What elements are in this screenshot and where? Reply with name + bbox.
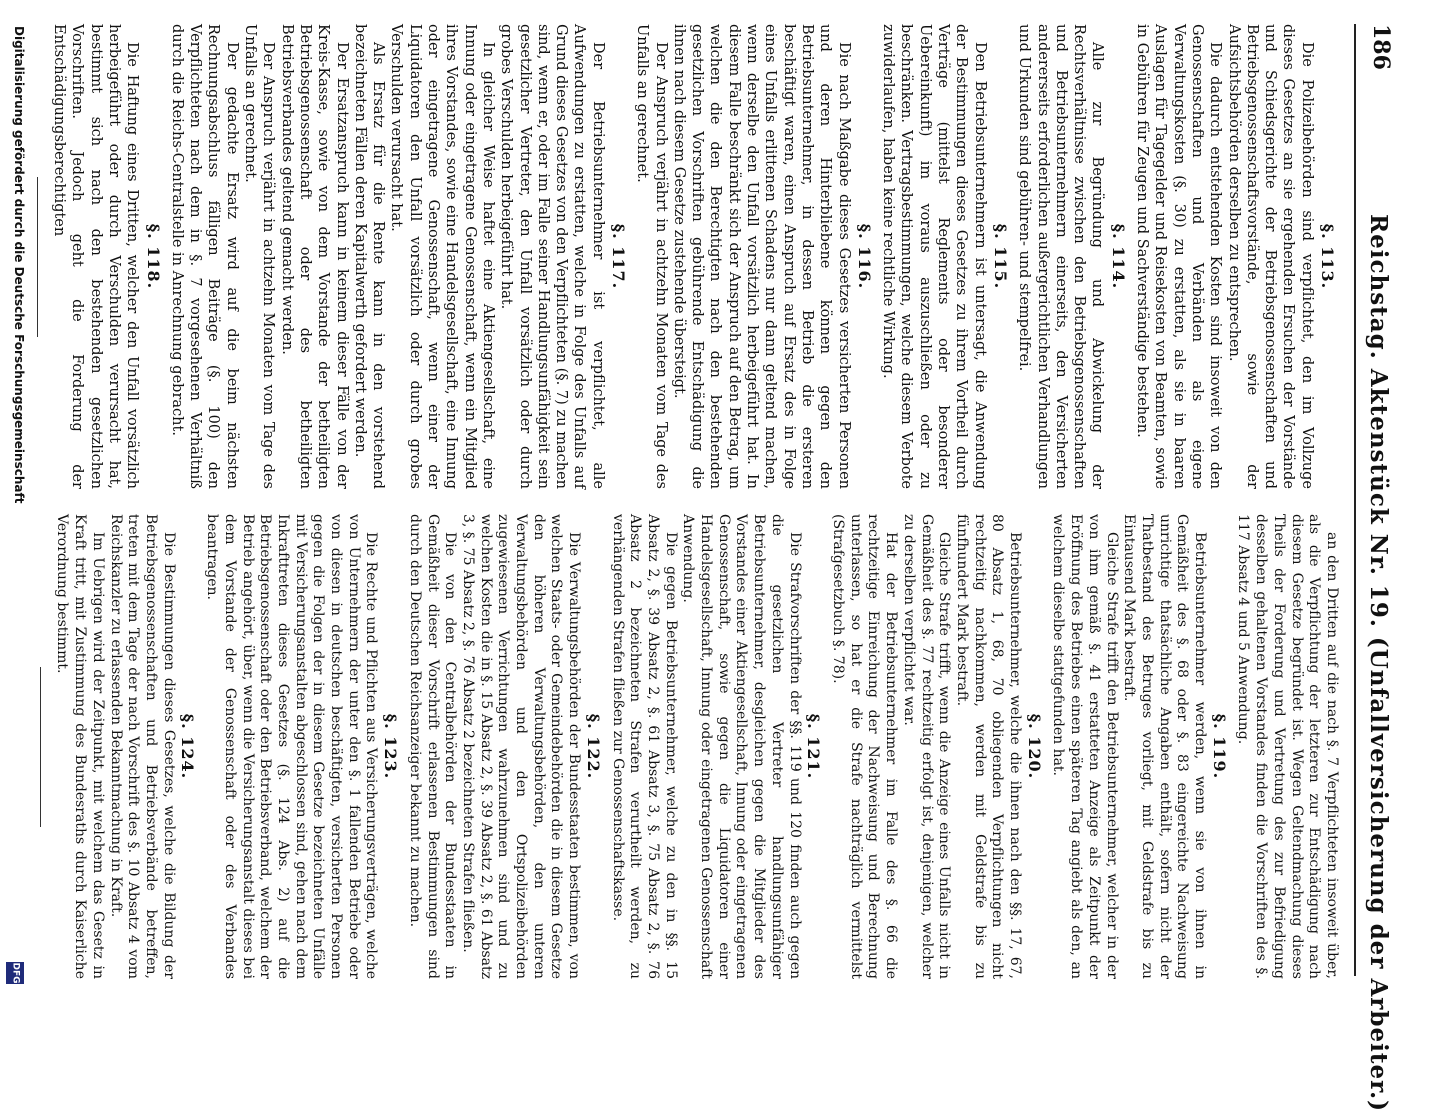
right-column (40, 514, 1340, 979)
section-heading: §. 123. (381, 713, 401, 780)
paragraph: Betriebsunternehmer, welche die ihnen nach den §§. 17, 67, 80 Absatz 1, 68, 70 obliegenden Verpflichtungen nicht rechtzeitig nachkommen, werden mit Geldstrafe bis zu fünfhundert Mark bestraft. (953, 514, 1024, 979)
section (879, 24, 1009, 489)
section (202, 514, 399, 979)
running-header (1354, 24, 1396, 1112)
paragraph: Der Betriebsunternehmer ist verpflichtet, alle Aufwendungen zu erstatten, welche in Folge des Unfalls auf Grund dieses Gesetzes von den Verpflichteten (§. 7) zu machen sind, wenn er, oder im Falle seiner Handlungsunfähigkeit sein gesetzlicher Vertreter, den Unfall vorsätzlich oder durch grobes Verschulden herbeigeführt hat. (498, 24, 606, 489)
paragraph: Gleiche Strafe trifft den Betriebsunternehmer, welcher in der von ihm gemäß §. 41 erstatteten Anzeige als Zeitpunkt der Eröffnung des Betriebes einen späteren Tag angiebt als den, an welchem dieselbe stattgefunden hat. (1050, 514, 1120, 979)
section-heading: §. 114. (1108, 223, 1128, 290)
section-heading: §. 121. (804, 713, 824, 780)
paragraph: Hat der Betriebsunternehmer im Falle des §. 66 die rechtzeitige Einreichung der Nachweisung und Berechnung unterlassen, so hat er die Strafe nachträglich vermittelst (Strafgesetzbuch §. 78). (830, 514, 900, 979)
left-column (37, 24, 1340, 489)
paragraph: Die Strafvorschriften der §§. 119 und 120 finden auch gegen die gesetzlichen Vertreter handlungsunfähiger Betriebsunternehmer, desgleichen gegen die Mitglieder des Vorstandes einer Aktiengesellschaft, Innung oder eingetragenen Genossenschaft, sowie gegen die Liquidatoren einer Handelsgesellschaft, Innung oder eingetragenen Genossenschaft Anwendung. (680, 514, 803, 979)
paragraph: Der gedachte Ersatz wird auf die beim nächsten Rechnungsabschluss fälligen Beiträge (§. 100) den Verpflichteten nach dem in §. 7 vorgesehenen Verhältniß durch die Reichs-Centralstelle in Anrechnung gebracht. (168, 24, 240, 489)
paragraph: Betriebsunternehmer werden, wenn sie von ihnen in Gemäßheit des §. 68 oder §. 83 eingereichte Nachweisung unrichtige thatsächliche Angaben enthält, sofern nicht der Thatbestand des Betruges vorliegt, mit Geldstrafe bis zu Eintausend Mark bestraft. (1121, 514, 1209, 979)
section-heading: §. 113. (1318, 223, 1337, 290)
paragraph: Gleiche Strafe trifft, wenn die Anzeige eines Unfalls nicht in Gemäßheit des §. 77 rechtzeitig erfolgt ist, denjenigen, welcher zu derselben verpflichtet war. (900, 514, 953, 979)
section (828, 514, 1042, 979)
paragraph: Der Anspruch verjährt in achtzehn Monaten vom Tage des Unfalls an gerechnet. (634, 24, 669, 489)
section-heading: §. 120. (1024, 713, 1044, 780)
section-heading: §. 124. (178, 713, 198, 780)
section-heading: §. 119. (1209, 713, 1229, 780)
paragraph: Als Ersatz für die Rente kann in den vorstehend bezeichneten Fällen deren Kapitalwerth gefordert werden. (351, 24, 387, 489)
column-end-rule (40, 667, 41, 827)
page-number: 186 (1368, 24, 1394, 70)
paragraph: Die Haftung eines Dritten, welcher den Unfall vorsätzlich herbeigeführt oder durch Verschulden verursacht hat, bestimmt sich nach den bestehenden gesetzlichen Vorschriften. Jedoch geht die Forderung der Entschädigungsberechtigten (51, 24, 141, 489)
paragraph: Die von den Centralbehörden der Bundesstaaten in Gemäßheit dieser Vorschrift erlassenen Bestimmungen sind durch den Deutschen Reichsanzeiger bekannt zu machen. (406, 514, 459, 979)
paragraph: Der Anspruch verjährt in achtzehn Monaten vom Tage des Unfalls an gerechnet. (242, 24, 277, 489)
section (1049, 514, 1228, 979)
paragraph: Alle zur Begründung und Abwickelung der Rechtsverhältnisse zwischen den Betriebsgenossenschaften und Betriebsunternehmern einerseits, den Versicherten andererseits erforderlichen außergerichtlichen Verhandlungen und Urkunden sind gebühren- und stempelfrei. (1016, 24, 1106, 489)
section (1234, 514, 1340, 979)
section-heading: §. 122. (583, 713, 603, 780)
dfg-logo (6, 962, 24, 984)
paragraph: Der Ersatzanspruch kann in keinem dieser Fälle von der Kreis-Kasse, sowie von dem Vorstande der betheiligten Betriebsgenossenschaft oder des betheiligten Betriebsverbandes geltend gemacht werden. (278, 24, 350, 489)
section (608, 514, 822, 979)
section (50, 24, 162, 489)
paragraph: Die Verwaltungsbehörden der Bundesstaaten bestimmen, von welchen Staats- oder Gemeindebehörden die in diesem Gesetze den höheren Verwaltungsbehörden, den unteren Verwaltungsbehörden und den Ortspolizeibehörden zugewiesenen Verrichtungen wahrzunehmen sind und zu welchen Kosten die in §. 15 Absatz 2, §. 39 Absatz 2, §. 61 Absatz 3, §. 75 Absatz 2, §. 76 Absatz 2 bezeichneten Strafen fließen. (459, 514, 583, 979)
section (1015, 24, 1127, 489)
section (405, 514, 602, 979)
paragraph: Die gegen Betriebsunternehmer, welche zu den in §§. 15 Absatz 2, §. 39 Absatz 2, §. 61 Absatz 3, §. 75 Absatz 2, §. 76 Absatz 2 bezeichneten Strafen verurtheilt werden, zu verhängenden Strafen fließen zur Genossenschaftskasse. (609, 514, 679, 979)
section (1133, 24, 1336, 489)
paragraph: Die Bestimmungen dieses Gesetzes, welche die Bildung der Betriebsgenossenschaften und Betriebsverbände betreffen, treten mit dem Tage der nach Vorschrift des §. 10 Absatz 4 vom Reichskanzler zu erlassenden Bekanntmachung in Kraft. (107, 514, 177, 979)
paragraph: Die nach Maßgabe dieses Gesetzes versicherten Personen und deren Hinterbliebene können gegen den Betriebsunternehmer, in dessen Betrieb die ersteren beschäftigt waren, einen Anspruch auf Ersatz des in Folge eines Unfalls erlittenen Schadens nur dann geltend machen, wenn derselbe den Unfall vorsätzlich herbeigeführt hat. In diesem Falle beschränkt sich der Anspruch auf den Betrag, um welchen die den Berechtigten nach den bestehenden gesetzlichen Vorschriften gebührende Entschädigung die ihnen nach diesem Gesetze zustehende übersteigt. (670, 24, 852, 489)
section-heading: §. 117. (609, 223, 629, 290)
journal-title: Reichstag. Aktenstück Nr. 19. (Unfallversicherung der Arbeiter.) (1365, 214, 1392, 1112)
column-end-rule (37, 177, 38, 337)
paragraph: Die dadurch entstehenden Kosten sind insoweit von den Genossenschaften und Verbänden als eigene Verwaltungskosten (§. 30) zu erstatten, als sie in baaren Auslagen für Tagegelder und Reisekosten von Beamten, sowie in Gebühren für Zeugen und Sachverständige bestehen. (1134, 24, 1224, 489)
paragraph: Den Betriebsunternehmern ist untersagt, die Anwendung der Bestimmungen dieses Gesetzes zu ihrem Vortheil durch Verträge (mittelst Reglements oder besonderer Uebereinkunft) im voraus auszuschließen oder zu beschränken. Vertragsbestimmungen, welche diesem Verbote zuwiderlaufen, haben keine rechtliche Wirkung. (880, 24, 988, 489)
paragraph: In gleicher Weise haftet eine Aktiengesellschaft, eine Innung oder eingetragene Genossenschaft, wenn ein Mitglied ihres Vorstandes, sowie eine Handelsgesellschaft, eine Innung oder eingetragene Genossenschaft, wenn einer der Liquidatoren den Unfall vorsätzlich oder durch grobes Verschulden verursacht hat. (388, 24, 496, 489)
paragraph: Die Polizeibehörden sind verpflichtet, den im Vollzuge dieses Gesetzes an sie ergehenden Ersuchen der Vorstände und Schiedsgerichte der Betriebsgenossenschaften und Betriebsgenossenschaftsvorstände, sowie der Aufsichtsbehörden derselben zu entsprechen. (1225, 24, 1315, 489)
credit-text: Digitalisierung gefördert durch die Deutsche Forschungsgemeinschaft (12, 26, 26, 504)
digitization-credit (4, 10, 26, 990)
paragraph: Im Uebrigen wird der Zeitpunkt, mit welchem das Gesetz in Kraft tritt, mit Zustimmung des Bundesraths durch Kaiserliche Verordnung bestimmt. (54, 514, 106, 979)
section-heading: §. 115. (990, 223, 1010, 290)
section-heading: §. 116. (854, 223, 874, 290)
section (168, 24, 627, 489)
dfg-logo-text: DFG (10, 962, 21, 984)
paragraph: an den Dritten auf die nach §. 7 Verpflichteten insoweit über, als die Verpflichtung der letzteren zur Entschädigung nach diesem Gesetze begründet ist. Wegen Geltendmachung dieses Theils der Forderung und Vertretung des zur Befriedigung desselben gehaltenen Vorstandes finden die Vorschriften des §. 117 Absatz 4 und 5 Anwendung. (1235, 514, 1340, 979)
section-heading: §. 118. (143, 223, 163, 290)
section (633, 24, 873, 489)
section (53, 514, 197, 979)
paragraph: Die Rechte und Pflichten aus Versicherungsverträgen, welche von Unternehmern der unter den §. 1 fallenden Betriebe oder von diesen in deutschen beschäftigten, versicherten Personen gegen die Folgen der in diesem Gesetze bezeichneten Unfälle mit Versicherungsanstalten abgeschlossen sind, gehen nach dem Inkrafttreten dieses Gesetzes (§. 124 Abs. 2) auf die Betriebsgenossenschaft oder den Betriebsverband, welchem der Betrieb angehört, über, wenn die Versicherungsanstalt dieses bei dem Vorstande der Genossenschaft oder des Verbandes beantragen. (204, 514, 380, 979)
